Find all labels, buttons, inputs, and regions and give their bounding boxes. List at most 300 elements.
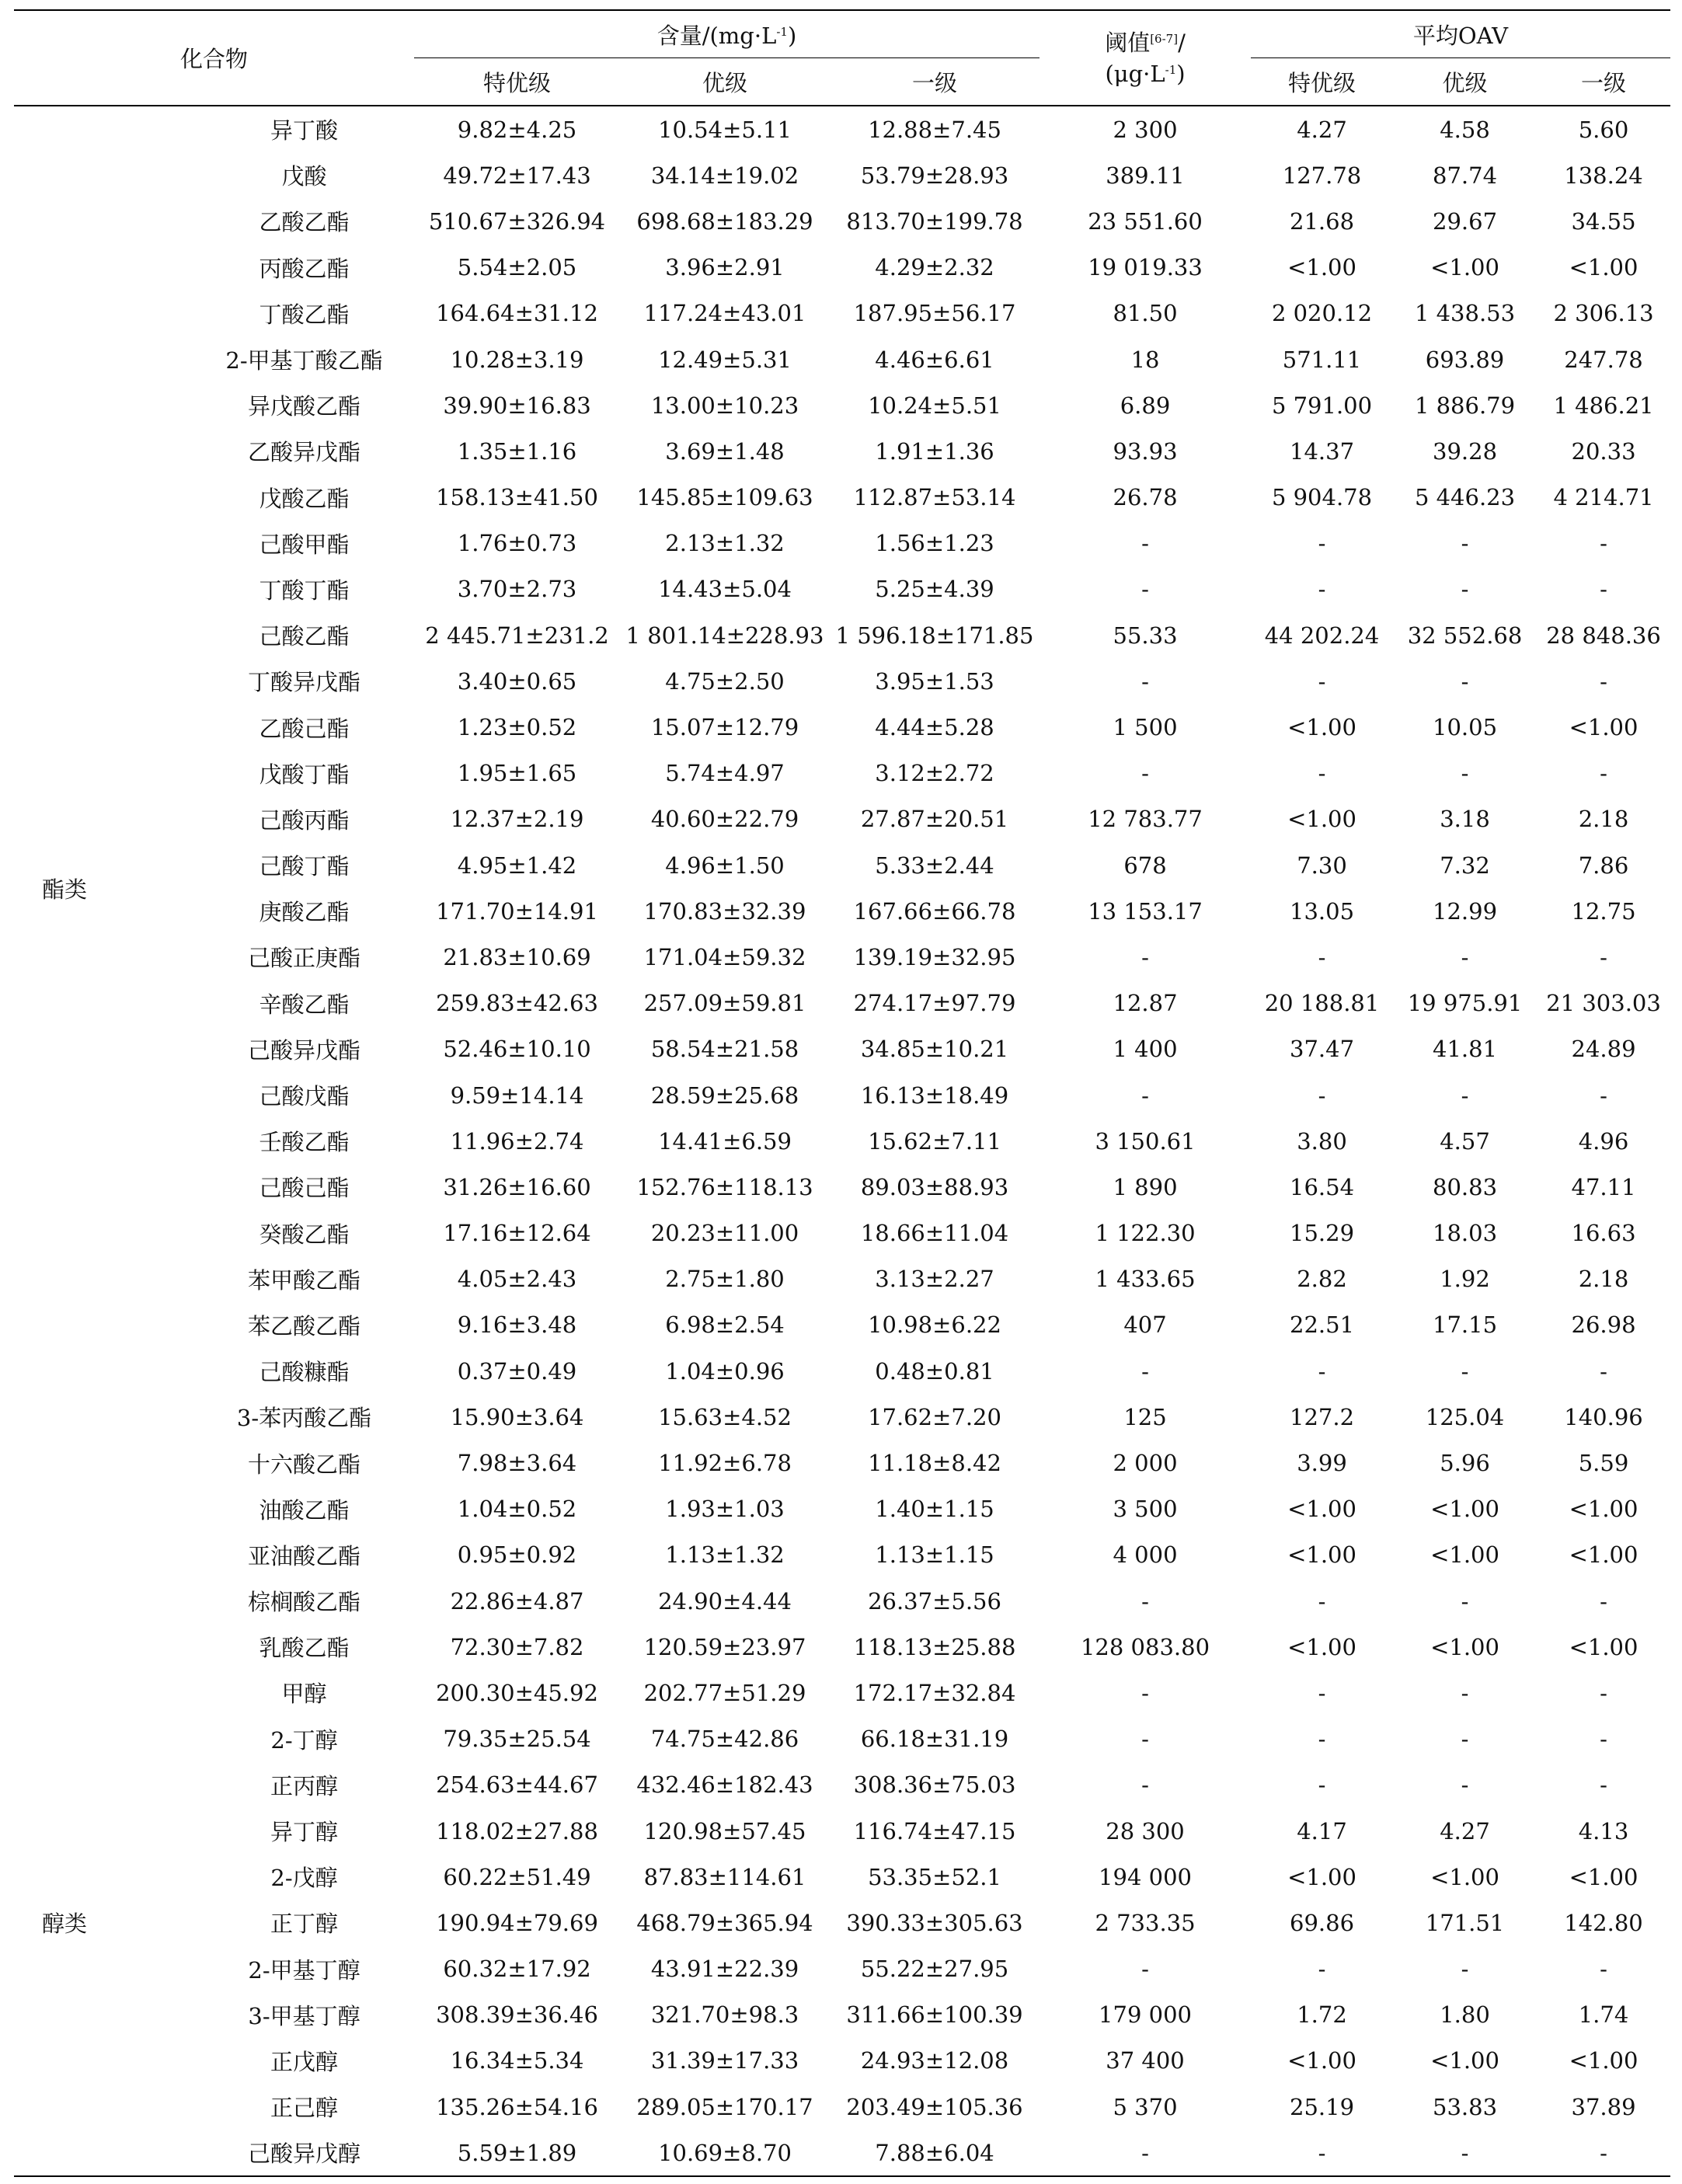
content-first: 4.29±2.32 (875, 254, 994, 281)
content-first: 4.46±6.61 (875, 346, 994, 373)
content-premium: 4.95±1.42 (457, 852, 577, 879)
table-row (14, 658, 1670, 704)
content-premium: 10.28±3.19 (450, 346, 584, 373)
table-row (14, 1762, 1670, 1808)
oav-first: 5.60 (1578, 116, 1629, 143)
content-superior: 3.69±1.48 (665, 437, 785, 465)
oav-premium: - (1318, 1771, 1326, 1799)
table-row (14, 106, 1670, 152)
content-first: 3.12±2.72 (875, 760, 994, 787)
threshold: 81.50 (1113, 300, 1178, 327)
compound-name: 2-戊醇 (270, 1865, 338, 1892)
oav-first: - (1600, 1357, 1607, 1385)
oav-premium: - (1318, 576, 1326, 603)
oav-premium: - (1318, 1956, 1326, 1983)
oav-superior: 12.99 (1433, 897, 1498, 925)
content-premium: 49.72±17.43 (443, 162, 591, 189)
content-first: 311.66±100.39 (846, 2001, 1023, 2029)
oav-premium: 22.51 (1290, 1311, 1355, 1339)
content-first: 1.56±1.23 (875, 530, 994, 557)
compound-name: 庚酸乙酯 (259, 899, 350, 926)
compound-name: 乙酸乙酯 (259, 209, 350, 236)
table-row (14, 1026, 1670, 1072)
content-superior: 28.59±25.68 (650, 1082, 799, 1109)
header-threshold: 阈值[6-7]/ $(\mu g\cdot L^{-1})$ (1105, 29, 1186, 87)
compound-name: 正戊醇 (270, 2048, 339, 2075)
compound-name: 壬酸乙酯 (259, 1129, 350, 1156)
table-row (14, 382, 1670, 428)
oav-first: - (1600, 1956, 1607, 1983)
oav-superior: <1.00 (1430, 1633, 1499, 1660)
content-first: 187.95±56.17 (853, 300, 1016, 327)
content-premium: 1.35±1.16 (457, 437, 577, 465)
oav-premium: 20 188.81 (1264, 990, 1380, 1017)
compound-name: 十六酸乙酯 (248, 1451, 361, 1478)
content-superior: 6.98±2.54 (665, 1311, 785, 1339)
content-premium: 11.96±2.74 (450, 1127, 584, 1155)
content-first: 5.33±2.44 (875, 852, 994, 879)
content-premium: 17.16±12.64 (443, 1220, 591, 1247)
oav-superior: 41.81 (1433, 1036, 1498, 1063)
content-superior: 1.04±0.96 (665, 1357, 785, 1385)
threshold: 1 890 (1113, 1173, 1178, 1200)
content-superior: 3.96±2.91 (665, 254, 785, 281)
oav-first: 138.24 (1564, 162, 1643, 189)
content-superior: 289.05±170.17 (636, 2093, 813, 2120)
content-first: 1 596.18±171.85 (835, 622, 1034, 649)
oav-superior: - (1461, 1726, 1469, 1753)
oav-superior: 1 438.53 (1414, 300, 1516, 327)
table-row (14, 842, 1670, 888)
content-first: 53.79±28.93 (860, 162, 1009, 189)
content-premium: 7.98±3.64 (457, 1450, 577, 1477)
threshold: 1 400 (1113, 1036, 1178, 1063)
content-superior: 2.13±1.32 (665, 530, 785, 557)
content-premium: 9.59±14.14 (450, 1082, 584, 1109)
table-row (14, 1210, 1670, 1256)
content-superior: 40.60±22.79 (650, 806, 799, 833)
oav-first: - (1600, 576, 1607, 603)
table-row (14, 245, 1670, 291)
oav-first: - (1600, 1726, 1607, 1753)
compound-name: 戊酸乙酯 (259, 485, 350, 512)
oav-superior: 1.80 (1440, 2001, 1490, 2029)
oav-superior: 5 446.23 (1414, 484, 1516, 511)
threshold: 6.89 (1120, 392, 1171, 419)
oav-superior: - (1461, 576, 1469, 603)
threshold: - (1141, 1726, 1149, 1753)
content-first: 12.88±7.45 (868, 116, 1001, 143)
compound-name: 亚油酸乙酯 (248, 1542, 361, 1569)
oav-first: 34.55 (1571, 207, 1636, 235)
table-header (14, 10, 1670, 106)
content-first: 10.24±5.51 (868, 392, 1001, 419)
threshold: - (1141, 760, 1149, 787)
table-row (14, 1118, 1670, 1164)
threshold: 2 000 (1113, 1450, 1178, 1477)
oav-superior: 3.18 (1440, 806, 1490, 833)
oav-first: - (1600, 943, 1607, 970)
oav-first: - (1600, 1587, 1607, 1614)
content-superior: 5.74±4.97 (665, 760, 785, 787)
compound-name: 己酸乙酯 (259, 623, 350, 650)
content-first: 112.87±53.14 (853, 484, 1016, 511)
content-premium: 200.30±45.92 (436, 1679, 598, 1706)
table-row (14, 612, 1670, 658)
content-superior: 11.92±6.78 (658, 1450, 792, 1477)
oav-premium: <1.00 (1287, 1496, 1356, 1523)
table-row (14, 1900, 1670, 1945)
threshold: 3 500 (1113, 1496, 1178, 1523)
compound-name: 丁酸丁酯 (259, 576, 350, 604)
oav-superior: 7.32 (1440, 852, 1490, 879)
oav-premium: 5 904.78 (1271, 484, 1373, 511)
compound-name: 2-甲基丁醇 (248, 1956, 360, 1984)
table-row (14, 1532, 1670, 1578)
threshold: 194 000 (1099, 1863, 1192, 1890)
content-premium: 3.70±2.73 (457, 576, 577, 603)
table-row (14, 566, 1670, 612)
threshold: 5 370 (1113, 2093, 1178, 2120)
oav-superior: - (1461, 1679, 1469, 1706)
compound-name: 戊酸 (281, 163, 327, 190)
oav-premium: 571.11 (1282, 346, 1362, 373)
compound-name: 正丙醇 (270, 1772, 339, 1799)
compound-name: 乙酸异戊酯 (248, 439, 361, 466)
content-first: 1.91±1.36 (875, 437, 994, 465)
content-premium: 164.64±31.12 (436, 300, 598, 327)
oav-premium: <1.00 (1287, 1633, 1356, 1660)
oav-premium: - (1318, 667, 1326, 695)
oav-superior: 17.15 (1433, 1311, 1498, 1339)
oav-superior: 1 886.79 (1414, 392, 1516, 419)
table-row (14, 1808, 1670, 1854)
oav-superior: - (1461, 1082, 1469, 1109)
content-premium: 135.26±54.16 (436, 2093, 598, 2120)
table-row (14, 1854, 1670, 1900)
compound-name: 己酸己酯 (259, 1175, 350, 1202)
content-superior: 171.04±59.32 (643, 943, 806, 970)
oav-premium: - (1318, 1082, 1326, 1109)
oav-superior: - (1461, 1587, 1469, 1614)
table-row (14, 428, 1670, 474)
table-row (14, 796, 1670, 842)
table-row (14, 888, 1670, 934)
oav-first: 5.59 (1578, 1450, 1629, 1477)
threshold: 678 (1123, 852, 1167, 879)
oav-first: 12.75 (1571, 897, 1636, 925)
oav-first: 21 303.03 (1546, 990, 1661, 1017)
content-first: 15.62±7.11 (868, 1127, 1001, 1155)
threshold: 12.87 (1113, 990, 1178, 1017)
header-content: 含量$/(mg\cdot L^{-1})$ (414, 10, 1039, 58)
oav-superior: - (1461, 760, 1469, 787)
compound-name: 2-丁醇 (270, 1726, 338, 1754)
oav-first: <1.00 (1569, 1541, 1638, 1569)
content-premium: 1.76±0.73 (457, 530, 577, 557)
oav-first: - (1600, 2139, 1607, 2166)
oav-premium: 16.54 (1290, 1173, 1355, 1200)
table-row (14, 704, 1670, 750)
oav-premium: 5 791.00 (1271, 392, 1373, 419)
content-first: 17.62±7.20 (868, 1403, 1001, 1430)
content-premium: 308.39±36.46 (436, 2001, 598, 2029)
oav-first: <1.00 (1569, 714, 1638, 741)
oav-premium: 127.2 (1290, 1403, 1355, 1430)
oav-superior: 171.51 (1425, 1909, 1505, 1936)
content-superior: 14.43±5.04 (658, 576, 792, 603)
oav-first: - (1600, 1082, 1607, 1109)
content-first: 1.13±1.15 (875, 1541, 994, 1569)
oav-first: 2.18 (1578, 1266, 1629, 1293)
threshold: 37 400 (1106, 2047, 1185, 2074)
threshold: - (1141, 576, 1149, 603)
oav-premium: - (1318, 760, 1326, 787)
oav-superior: 4.27 (1440, 1817, 1490, 1844)
threshold: 19 019.33 (1088, 254, 1203, 281)
oav-superior: 53.83 (1433, 2093, 1498, 2120)
content-premium: 22.86±4.87 (450, 1587, 584, 1614)
content-superior: 321.70±98.3 (650, 2001, 799, 2029)
table-row (14, 2038, 1670, 2084)
content-superior: 58.54±21.58 (650, 1036, 799, 1063)
content-premium: 0.95±0.92 (457, 1541, 577, 1569)
content-first: 10.98±6.22 (868, 1311, 1001, 1339)
table-body (14, 106, 1670, 2176)
content-first: 390.33±305.63 (846, 1909, 1023, 1936)
threshold: 12 783.77 (1088, 806, 1203, 833)
oav-superior: - (1461, 1357, 1469, 1385)
oav-first: - (1600, 667, 1607, 695)
category-label: 酯类 (42, 876, 88, 903)
oav-premium: 3.80 (1297, 1127, 1347, 1155)
oav-first: 24.89 (1571, 1036, 1636, 1063)
threshold: - (1141, 943, 1149, 970)
threshold: 2 733.35 (1095, 1909, 1196, 1936)
oav-superior: 80.83 (1433, 1173, 1498, 1200)
oav-superior: 19 975.91 (1407, 990, 1523, 1017)
content-first: 172.17±32.84 (853, 1679, 1016, 1706)
oav-premium: - (1318, 2139, 1326, 2166)
compound-name: 戊酸丁酯 (259, 761, 350, 788)
content-superior: 145.85±109.63 (636, 484, 813, 511)
content-first: 0.48±0.81 (875, 1357, 994, 1385)
oav-superior: 5.96 (1440, 1450, 1490, 1477)
oav-superior: - (1461, 530, 1469, 557)
oav-premium: 21.68 (1290, 207, 1355, 235)
compound-name: 棕榈酸乙酯 (248, 1589, 361, 1616)
threshold: 1 500 (1113, 714, 1178, 741)
compound-name: 丁酸乙酯 (259, 301, 350, 328)
threshold: 26.78 (1113, 484, 1178, 511)
content-superior: 4.75±2.50 (665, 667, 785, 695)
compound-name: 3-苯丙酸乙酯 (236, 1405, 372, 1432)
compound-name: 油酸乙酯 (259, 1496, 350, 1524)
content-premium: 259.83±42.63 (436, 990, 598, 1017)
oav-superior: - (1461, 1956, 1469, 1983)
oav-premium: 7.30 (1297, 852, 1347, 879)
content-superior: 698.68±183.29 (636, 207, 813, 235)
oav-premium: <1.00 (1287, 714, 1356, 741)
content-first: 5.25±4.39 (875, 576, 994, 603)
threshold: 4 000 (1113, 1541, 1178, 1569)
content-superior: 432.46±182.43 (636, 1771, 813, 1799)
category-label: 醇类 (42, 1911, 88, 1938)
content-premium: 60.22±51.49 (443, 1863, 591, 1890)
content-first: 116.74±47.15 (853, 1817, 1016, 1844)
content-first: 308.36±75.03 (853, 1771, 1016, 1799)
threshold: 3 150.61 (1095, 1127, 1196, 1155)
content-superior: 20.23±11.00 (650, 1220, 799, 1247)
table-row (14, 152, 1670, 198)
threshold: 13 153.17 (1088, 897, 1203, 925)
oav-first: 1 486.21 (1553, 392, 1654, 419)
table-row (14, 1256, 1670, 1302)
compound-name: 己酸丁酯 (259, 853, 350, 880)
content-premium: 190.94±79.69 (436, 1909, 598, 1936)
content-superior: 257.09±59.81 (643, 990, 806, 1017)
oav-premium: 37.47 (1290, 1036, 1355, 1063)
oav-premium: 4.27 (1297, 116, 1347, 143)
oav-premium: 44 202.24 (1264, 622, 1380, 649)
table-row (14, 1164, 1670, 1210)
content-premium: 158.13±41.50 (436, 484, 598, 511)
content-premium: 39.90±16.83 (443, 392, 591, 419)
oav-superior: 4.57 (1440, 1127, 1490, 1155)
oav-first: <1.00 (1569, 1633, 1638, 1660)
table-row (14, 934, 1670, 980)
content-premium: 1.23±0.52 (457, 714, 577, 741)
oav-premium: - (1318, 530, 1326, 557)
content-premium: 3.40±0.65 (457, 667, 577, 695)
content-first: 11.18±8.42 (868, 1450, 1001, 1477)
compound-name: 异戊酸乙酯 (248, 393, 361, 420)
oav-premium: 1.72 (1297, 2001, 1347, 2029)
content-premium: 9.16±3.48 (457, 1311, 577, 1339)
content-first: 26.37±5.56 (868, 1587, 1001, 1614)
oav-premium: <1.00 (1287, 254, 1356, 281)
header-grade-premium-content: 特优级 (483, 69, 552, 96)
content-premium: 21.83±10.69 (443, 943, 591, 970)
table-row (14, 1486, 1670, 1532)
content-premium: 1.95±1.65 (457, 760, 577, 787)
table-row (14, 2130, 1670, 2176)
compound-name: 乳酸乙酯 (259, 1635, 350, 1662)
header-grade-premium-oav: 特优级 (1288, 69, 1356, 96)
oav-superior: 32 552.68 (1407, 622, 1523, 649)
oav-first: 20.33 (1571, 437, 1636, 465)
compound-name: 正丁醇 (270, 1911, 339, 1938)
oav-first: - (1600, 1771, 1607, 1799)
content-first: 1.40±1.15 (875, 1496, 994, 1523)
oav-first: <1.00 (1569, 2047, 1638, 2074)
content-superior: 4.96±1.50 (665, 852, 785, 879)
content-premium: 2 445.71±231.2 (425, 622, 609, 649)
table-row (14, 2084, 1670, 2130)
oav-first: 2 306.13 (1553, 300, 1654, 327)
content-premium: 5.59±1.89 (457, 2139, 577, 2166)
oav-superior: <1.00 (1430, 254, 1499, 281)
table-row (14, 1670, 1670, 1716)
oav-premium: 4.17 (1297, 1817, 1347, 1844)
threshold: - (1141, 1587, 1149, 1614)
content-premium: 31.26±16.60 (443, 1173, 591, 1200)
oav-superior: 1.92 (1440, 1266, 1490, 1293)
table-row (14, 981, 1670, 1026)
content-superior: 1.13±1.32 (665, 1541, 785, 1569)
compound-name: 己酸丙酯 (259, 806, 350, 834)
threshold: 389.11 (1106, 162, 1185, 189)
content-premium: 118.02±27.88 (436, 1817, 598, 1844)
oav-superior: 4.58 (1440, 116, 1490, 143)
threshold: - (1141, 667, 1149, 695)
threshold: 2 300 (1113, 116, 1178, 143)
oav-superior: 693.89 (1425, 346, 1505, 373)
oav-superior: 39.28 (1433, 437, 1498, 465)
oav-premium: 2 020.12 (1271, 300, 1373, 327)
content-premium: 60.32±17.92 (443, 1956, 591, 1983)
content-superior: 74.75±42.86 (650, 1726, 799, 1753)
compound-name: 3-甲基丁醇 (248, 2002, 360, 2029)
header-grade-first-oav: 一级 (1581, 69, 1627, 96)
content-first: 3.13±2.27 (875, 1266, 994, 1293)
content-first: 34.85±10.21 (860, 1036, 1009, 1063)
content-first: 3.95±1.53 (875, 667, 994, 695)
content-superior: 1.93±1.03 (665, 1496, 785, 1523)
oav-first: 4 214.71 (1553, 484, 1654, 511)
oav-superior: 10.05 (1433, 714, 1498, 741)
compound-name: 辛酸乙酯 (259, 991, 350, 1018)
content-superior: 12.49±5.31 (658, 346, 792, 373)
oav-superior: <1.00 (1430, 1541, 1499, 1569)
table-row (14, 1348, 1670, 1394)
oav-first: <1.00 (1569, 1863, 1638, 1890)
oav-premium: - (1318, 943, 1326, 970)
oav-first: 16.63 (1571, 1220, 1636, 1247)
threshold: 125 (1123, 1403, 1167, 1430)
threshold: - (1141, 1771, 1149, 1799)
oav-first: <1.00 (1569, 254, 1638, 281)
content-first: 16.13±18.49 (860, 1082, 1009, 1109)
oav-first: - (1600, 760, 1607, 787)
content-first: 4.44±5.28 (875, 714, 994, 741)
content-superior: 170.83±32.39 (643, 897, 806, 925)
compound-name: 苯乙酸乙酯 (248, 1312, 361, 1339)
content-premium: 9.82±4.25 (457, 116, 577, 143)
oav-superior: 125.04 (1425, 1403, 1505, 1430)
threshold: 23 551.60 (1088, 207, 1203, 235)
threshold: 28 300 (1106, 1817, 1185, 1844)
oav-superior: - (1461, 1771, 1469, 1799)
content-premium: 15.90±3.64 (450, 1403, 584, 1430)
oav-superior: 29.67 (1433, 207, 1498, 235)
threshold: 407 (1123, 1311, 1167, 1339)
content-superior: 152.76±118.13 (636, 1173, 813, 1200)
oav-superior: 87.74 (1433, 162, 1498, 189)
content-first: 118.13±25.88 (853, 1633, 1016, 1660)
compound-name: 异丁醇 (270, 1819, 339, 1846)
table-row (14, 1302, 1670, 1348)
compound-name: 己酸正庚酯 (248, 945, 361, 972)
content-premium: 171.70±14.91 (436, 897, 598, 925)
content-superior: 120.98±57.45 (643, 1817, 806, 1844)
compound-name: 己酸甲酯 (259, 531, 350, 558)
content-premium: 16.34±5.34 (450, 2047, 584, 2074)
oav-premium: <1.00 (1287, 1541, 1356, 1569)
table-row (14, 198, 1670, 244)
threshold: 18 (1130, 346, 1160, 373)
content-superior: 468.79±365.94 (636, 1909, 813, 1936)
